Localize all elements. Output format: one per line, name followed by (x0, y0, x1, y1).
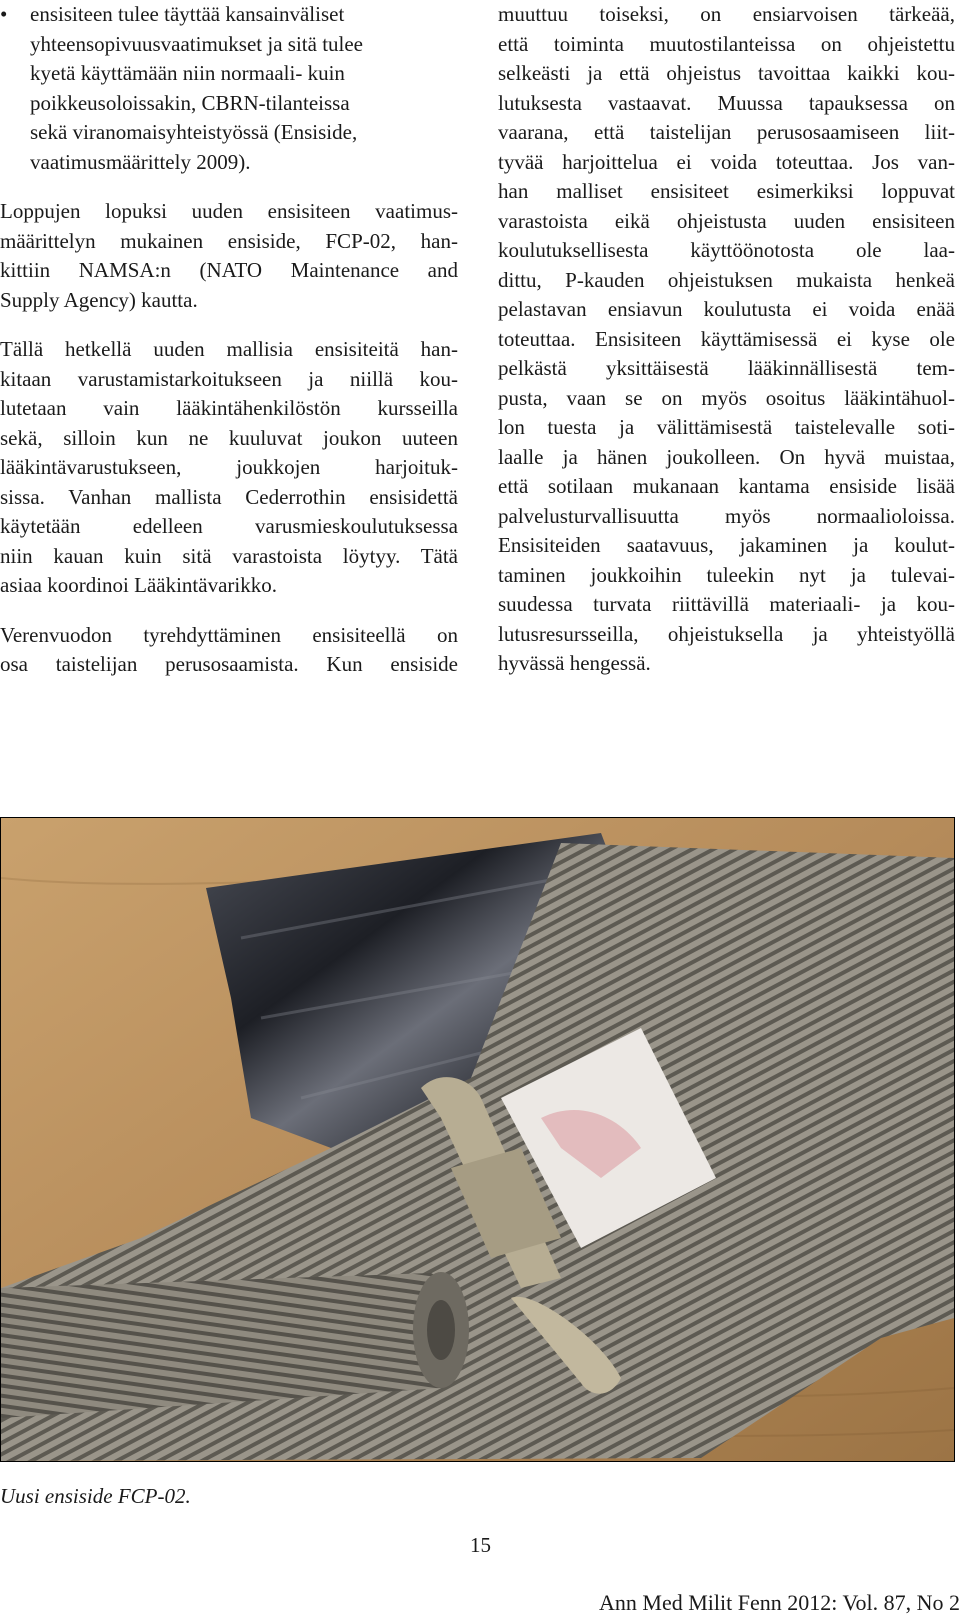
paragraph (0, 621, 458, 680)
bullet-icon: • (0, 2, 8, 26)
text-line: tyvää harjoittelua ei voida toteuttaa. Jos van- (498, 149, 955, 174)
text-line: lääkintävarustukseen, joukkojen harjoituk- (0, 455, 458, 479)
text-line: muuttuu toiseksi, on ensiarvoisen tärkeää, (498, 2, 955, 26)
text-line: sekä viranomaisyhteistyössä (Ensiside, (30, 120, 358, 144)
text-line: laalle ja hänen joukolleen. On hyvä muistaa, (498, 444, 955, 469)
text-line: pusta, vaan se on myös osoitus lääkintähuol- (498, 385, 955, 410)
paragraph-gap (0, 315, 458, 335)
text-line: niin kauan kuin sitä varastoista löytyy. Tätä (0, 543, 458, 568)
text-line: vaarana, että taistelijan perusosaamiseen liit- (498, 120, 955, 144)
bandage-photo (0, 817, 955, 1462)
text-line: poikkeusoloissakin, CBRN-tilanteissa (30, 90, 350, 115)
text-line: Supply Agency) kautta. (0, 287, 198, 312)
text-line: ensisiteen tulee täyttää kansainväliset (30, 2, 345, 26)
text-line: Loppujen lopuksi uuden ensisiteen vaatimus- (0, 199, 458, 223)
text-line: kitaan varustamistarkoitukseen ja niillä kou- (0, 366, 458, 391)
text-line: asiaa koordinoi Lääkintävarikko. (0, 573, 277, 597)
text-line: suudessa turvata riittävillä materiaali- ja kou- (498, 592, 955, 616)
text-line: pelastavan ensiavun koulutusta ei voida enää (498, 297, 955, 321)
text-line: osa taistelijan perusosaamista. Kun ensiside (0, 652, 458, 676)
page-number: 15 (470, 1533, 491, 1557)
text-line: taminen joukkoihin tuleekin nyt ja tulevai- (498, 562, 955, 587)
text-line: han malliset ensisiteet esimerkiksi loppuvat (498, 179, 955, 203)
right-column (498, 0, 955, 679)
bandage-photo-illustration (1, 818, 954, 1461)
text-line: kyetä käyttämään niin normaali- kuin (30, 61, 345, 85)
figure-caption: Uusi ensiside FCP-02. (0, 1484, 191, 1508)
text-line: toteuttaa. Ensisiteen käyttämisessä ei kyse ole (498, 326, 955, 351)
bullet-item (0, 0, 458, 177)
text-line: pelkästä yksittäisestä lääkinnällisestä tem- (498, 356, 955, 380)
text-line: Ensisiteiden saatavuus, jakaminen ja koulut- (498, 533, 955, 557)
text-line: lutusresursseilla, ohjeistuksella ja yhteistyöllä (498, 621, 955, 646)
text-line: käytetään edelleen varusmieskoulutuksessa (0, 514, 458, 538)
paragraph-gap (0, 177, 458, 197)
text-line: yhteensopivuusvaatimukset ja sitä tulee (30, 31, 364, 56)
left-paragraphs (0, 177, 458, 680)
text-line: dittu, P-kauden ohjeistuksen mukaista henkeä (498, 267, 955, 292)
text-line: hyvässä hengessä. (498, 651, 651, 675)
text-line: Tällä hetkellä uuden mallisia ensisiteitä han- (0, 337, 458, 361)
text-line: määrittelyn mukainen ensiside, FCP-02, han- (0, 228, 458, 253)
text-line: sekä, silloin kun ne kuuluvat joukon uuteen (0, 425, 458, 450)
text-line: sissa. Vanhan mallista Cederrothin ensisidettä (0, 484, 458, 509)
text-line: kittiin NAMSA:n (NATO Maintenance and (0, 258, 458, 282)
bullet-text (30, 0, 458, 177)
paragraph (0, 197, 458, 315)
paragraph (0, 335, 458, 601)
text-line: varastoista eikä ohjeistusta uuden ensisiteen (498, 208, 955, 233)
left-column (0, 0, 458, 680)
text-line: että sotilaan mukanaan kantama ensiside lisää (498, 474, 955, 498)
right-paragraph (498, 0, 955, 679)
text-line: Verenvuodon tyrehdyttäminen ensisiteellä on (0, 622, 458, 647)
text-line: vaatimusmäärittely 2009). (30, 149, 251, 174)
text-line: lutetaan vain lääkintähenkilöstön kursseilla (0, 396, 458, 420)
paragraph-gap (0, 601, 458, 621)
text-line: lon tuesta ja välittämisestä taistelevalle soti- (498, 415, 955, 439)
text-line: selkeästi ja että ohjeistus tavoittaa kaikki kou- (498, 61, 955, 85)
journal-reference: Ann Med Milit Fenn 2012: Vol. 87, No 2 (599, 1590, 960, 1615)
text-line: palvelusturvallisuutta myös normaalioloissa. (498, 503, 955, 528)
text-line: koulutuksellisesta käyttöönotosta ole laa- (498, 238, 955, 262)
text-line: lutuksesta vastaavat. Muussa tapauksessa on (498, 90, 955, 115)
text-line: että toiminta muutostilanteissa on ohjeistettu (498, 31, 955, 56)
